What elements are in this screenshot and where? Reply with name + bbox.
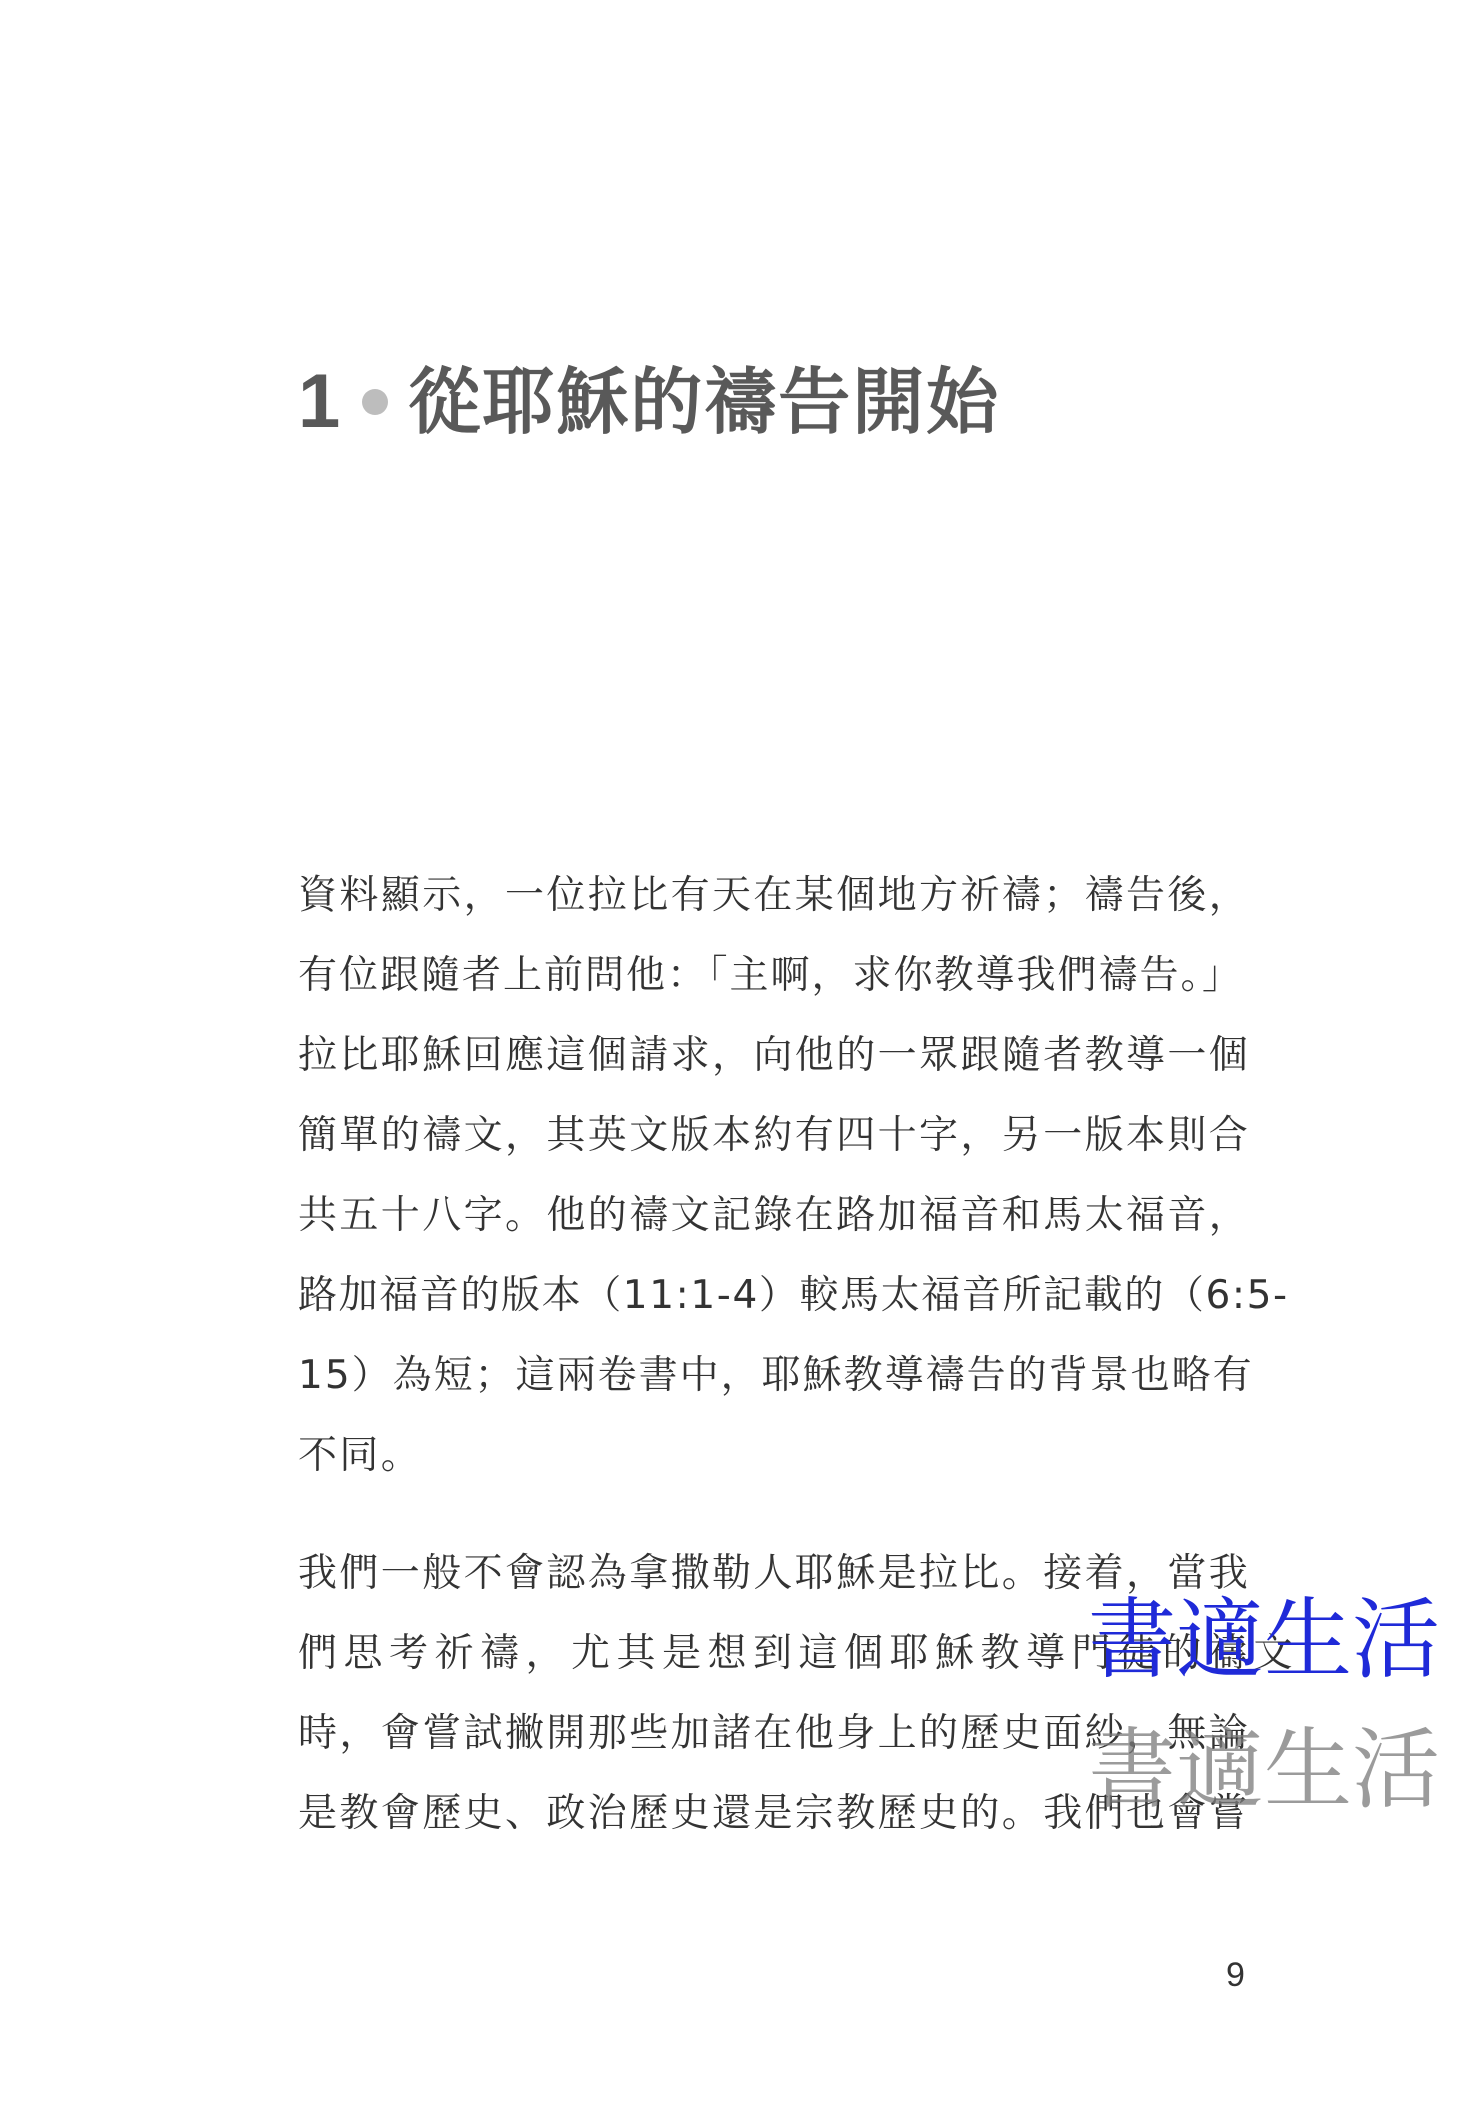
chapter-heading	[298, 352, 1000, 452]
bullet-dot-icon	[362, 389, 388, 415]
watermark-primary: 書適生活	[1088, 1588, 1441, 1691]
text-line: 有位跟隨者上前問他：「主啊，求你教導我們禱告。」	[298, 953, 1244, 998]
text-line: 15）為短；這兩卷書中，耶穌教導禱告的背景也略有	[298, 1353, 1254, 1398]
body-paragraph-1	[298, 856, 1289, 1496]
text-line: 時，會嘗試撇開那些加諸在他身上的歷史面紗，無論	[298, 1711, 1251, 1756]
text-line: 我們一般不會認為拿撒勒人耶穌是拉比。接着，當我	[298, 1551, 1251, 1596]
text-line: 路加福音的版本（11:1-4）較馬太福音所記載的（6:5-	[298, 1273, 1289, 1318]
text-line: 資料顯示，一位拉比有天在某個地方祈禱；禱告後，	[298, 873, 1251, 918]
chapter-title: 從耶穌的禱告開始	[408, 360, 1001, 444]
page-number: 9	[1226, 1956, 1245, 1994]
text-line: 不同。	[298, 1433, 423, 1478]
text-line: 們思考祈禱，尤其是想到這個耶穌教導門徒的禱文	[298, 1631, 1300, 1676]
text-line: 拉比耶穌回應這個請求，向他的一眾跟隨者教導一個	[298, 1033, 1251, 1078]
text-line: 共五十八字。他的禱文記錄在路加福音和馬太福音，	[298, 1193, 1251, 1238]
text-line: 簡單的禱文，其英文版本約有四十字，另一版本則合	[298, 1113, 1251, 1158]
text-line: 是教會歷史、政治歷史還是宗教歷史的。我們也會嘗	[298, 1791, 1251, 1836]
watermark-secondary: 書適生活	[1088, 1718, 1441, 1821]
chapter-number: 1	[298, 359, 341, 444]
